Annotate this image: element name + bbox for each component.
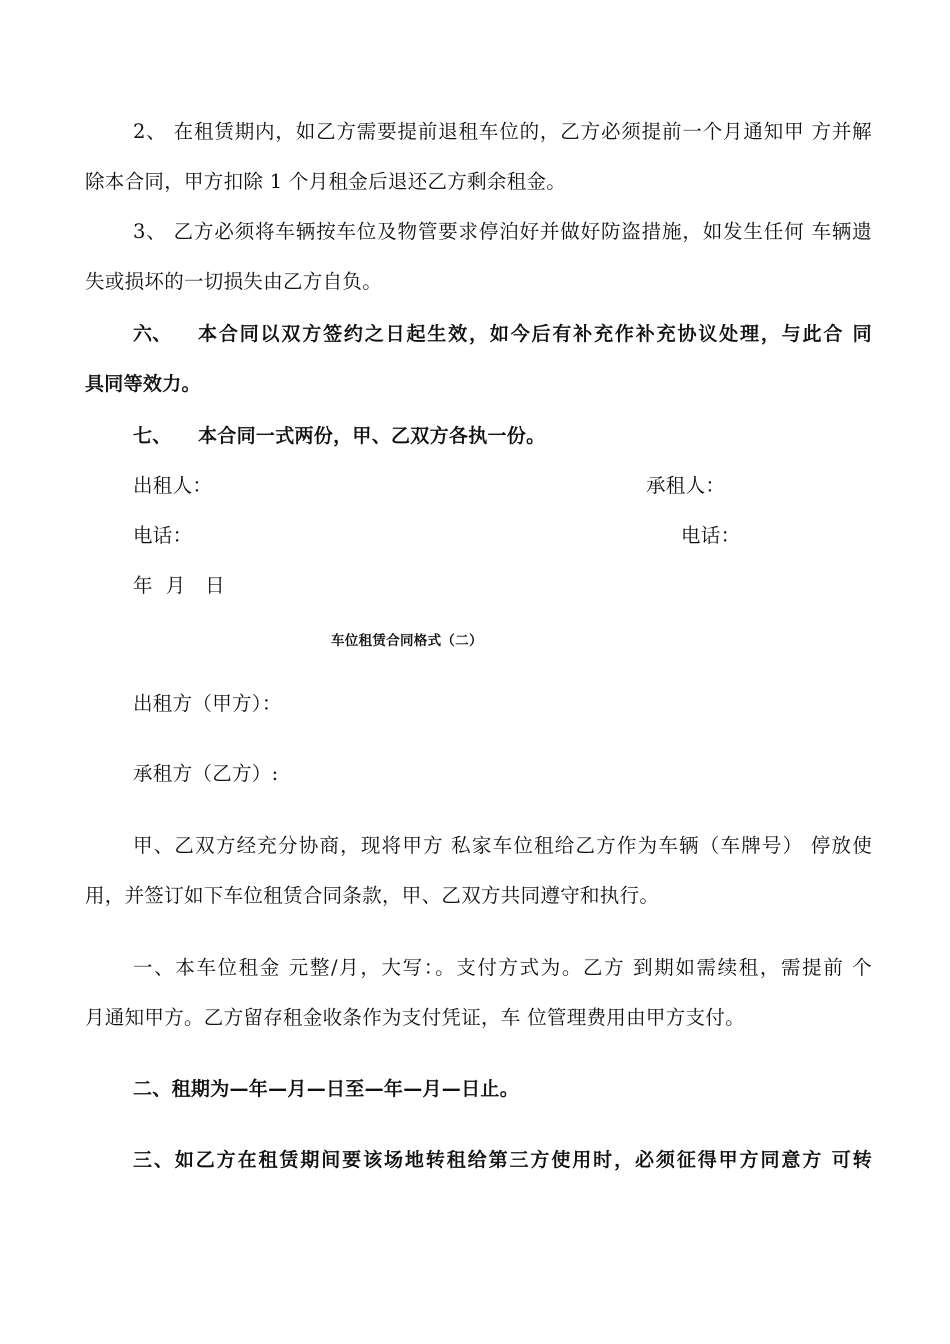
article-7-text: 本合同一式两份，甲、乙双方各执一份。 xyxy=(198,425,546,447)
item-3-line-1: 三、如乙方在租赁期间要该场地转租给第三方使用时，必须征得甲方同意方 可转 xyxy=(133,1149,872,1171)
article-7-number: 七、 xyxy=(133,425,172,447)
section-title: 车位租赁合同格式（二） xyxy=(331,633,483,649)
clause-3-line-1: 3、 乙方必须将车辆按车位及物管要求停泊好并做好防盗措施，如发生任何 车辆遗 xyxy=(133,220,872,243)
article-6-line-1: 本合同以双方签约之日起生效，如今后有补充作补充协议处理，与此合 同 xyxy=(198,323,872,345)
clause-3-line-2: 失或损坏的一切损失由乙方自负。 xyxy=(85,270,383,293)
item-2: 二、租期为—年—月—日至—年—月—日止。 xyxy=(133,1078,520,1100)
party-b-label: 承租方（乙方）: xyxy=(133,762,279,785)
lessor-phone-label: 电话： xyxy=(133,524,193,547)
lessee-signature-label: 承租人： xyxy=(646,474,726,497)
article-6-number: 六、 xyxy=(133,323,172,345)
item-1-line-1: 一、本车位租金 元整/月，大写：。支付方式为。乙方 到期如需续租，需提前 个 xyxy=(133,956,872,979)
party-a-label: 出租方（甲方）： xyxy=(133,692,282,715)
intro-line-1: 甲、乙双方经充分协商，现将甲方 私家车位租给乙方作为车辆（车牌号） 停放使 xyxy=(133,834,872,857)
article-6-line-2: 具同等效力。 xyxy=(85,373,201,395)
clause-2-line-1: 2、 在租赁期内，如乙方需要提前退租车位的，乙方必须提前一个月通知甲 方并解 xyxy=(133,120,872,143)
lessor-signature-label: 出租人： xyxy=(133,474,213,497)
lessee-phone-label: 电话： xyxy=(681,524,741,547)
item-1-line-2: 月通知甲方。乙方留存租金收条作为支付凭证，车 位管理费用由甲方支付。 xyxy=(85,1006,745,1029)
date-line: 年 月 日 xyxy=(133,574,225,597)
intro-line-2: 用，并签订如下车位租赁合同条款，甲、乙双方共同遵守和执行。 xyxy=(85,884,660,907)
clause-2-line-2: 除本合同，甲方扣除 1 个月租金后退还乙方剩余租金。 xyxy=(85,170,567,193)
